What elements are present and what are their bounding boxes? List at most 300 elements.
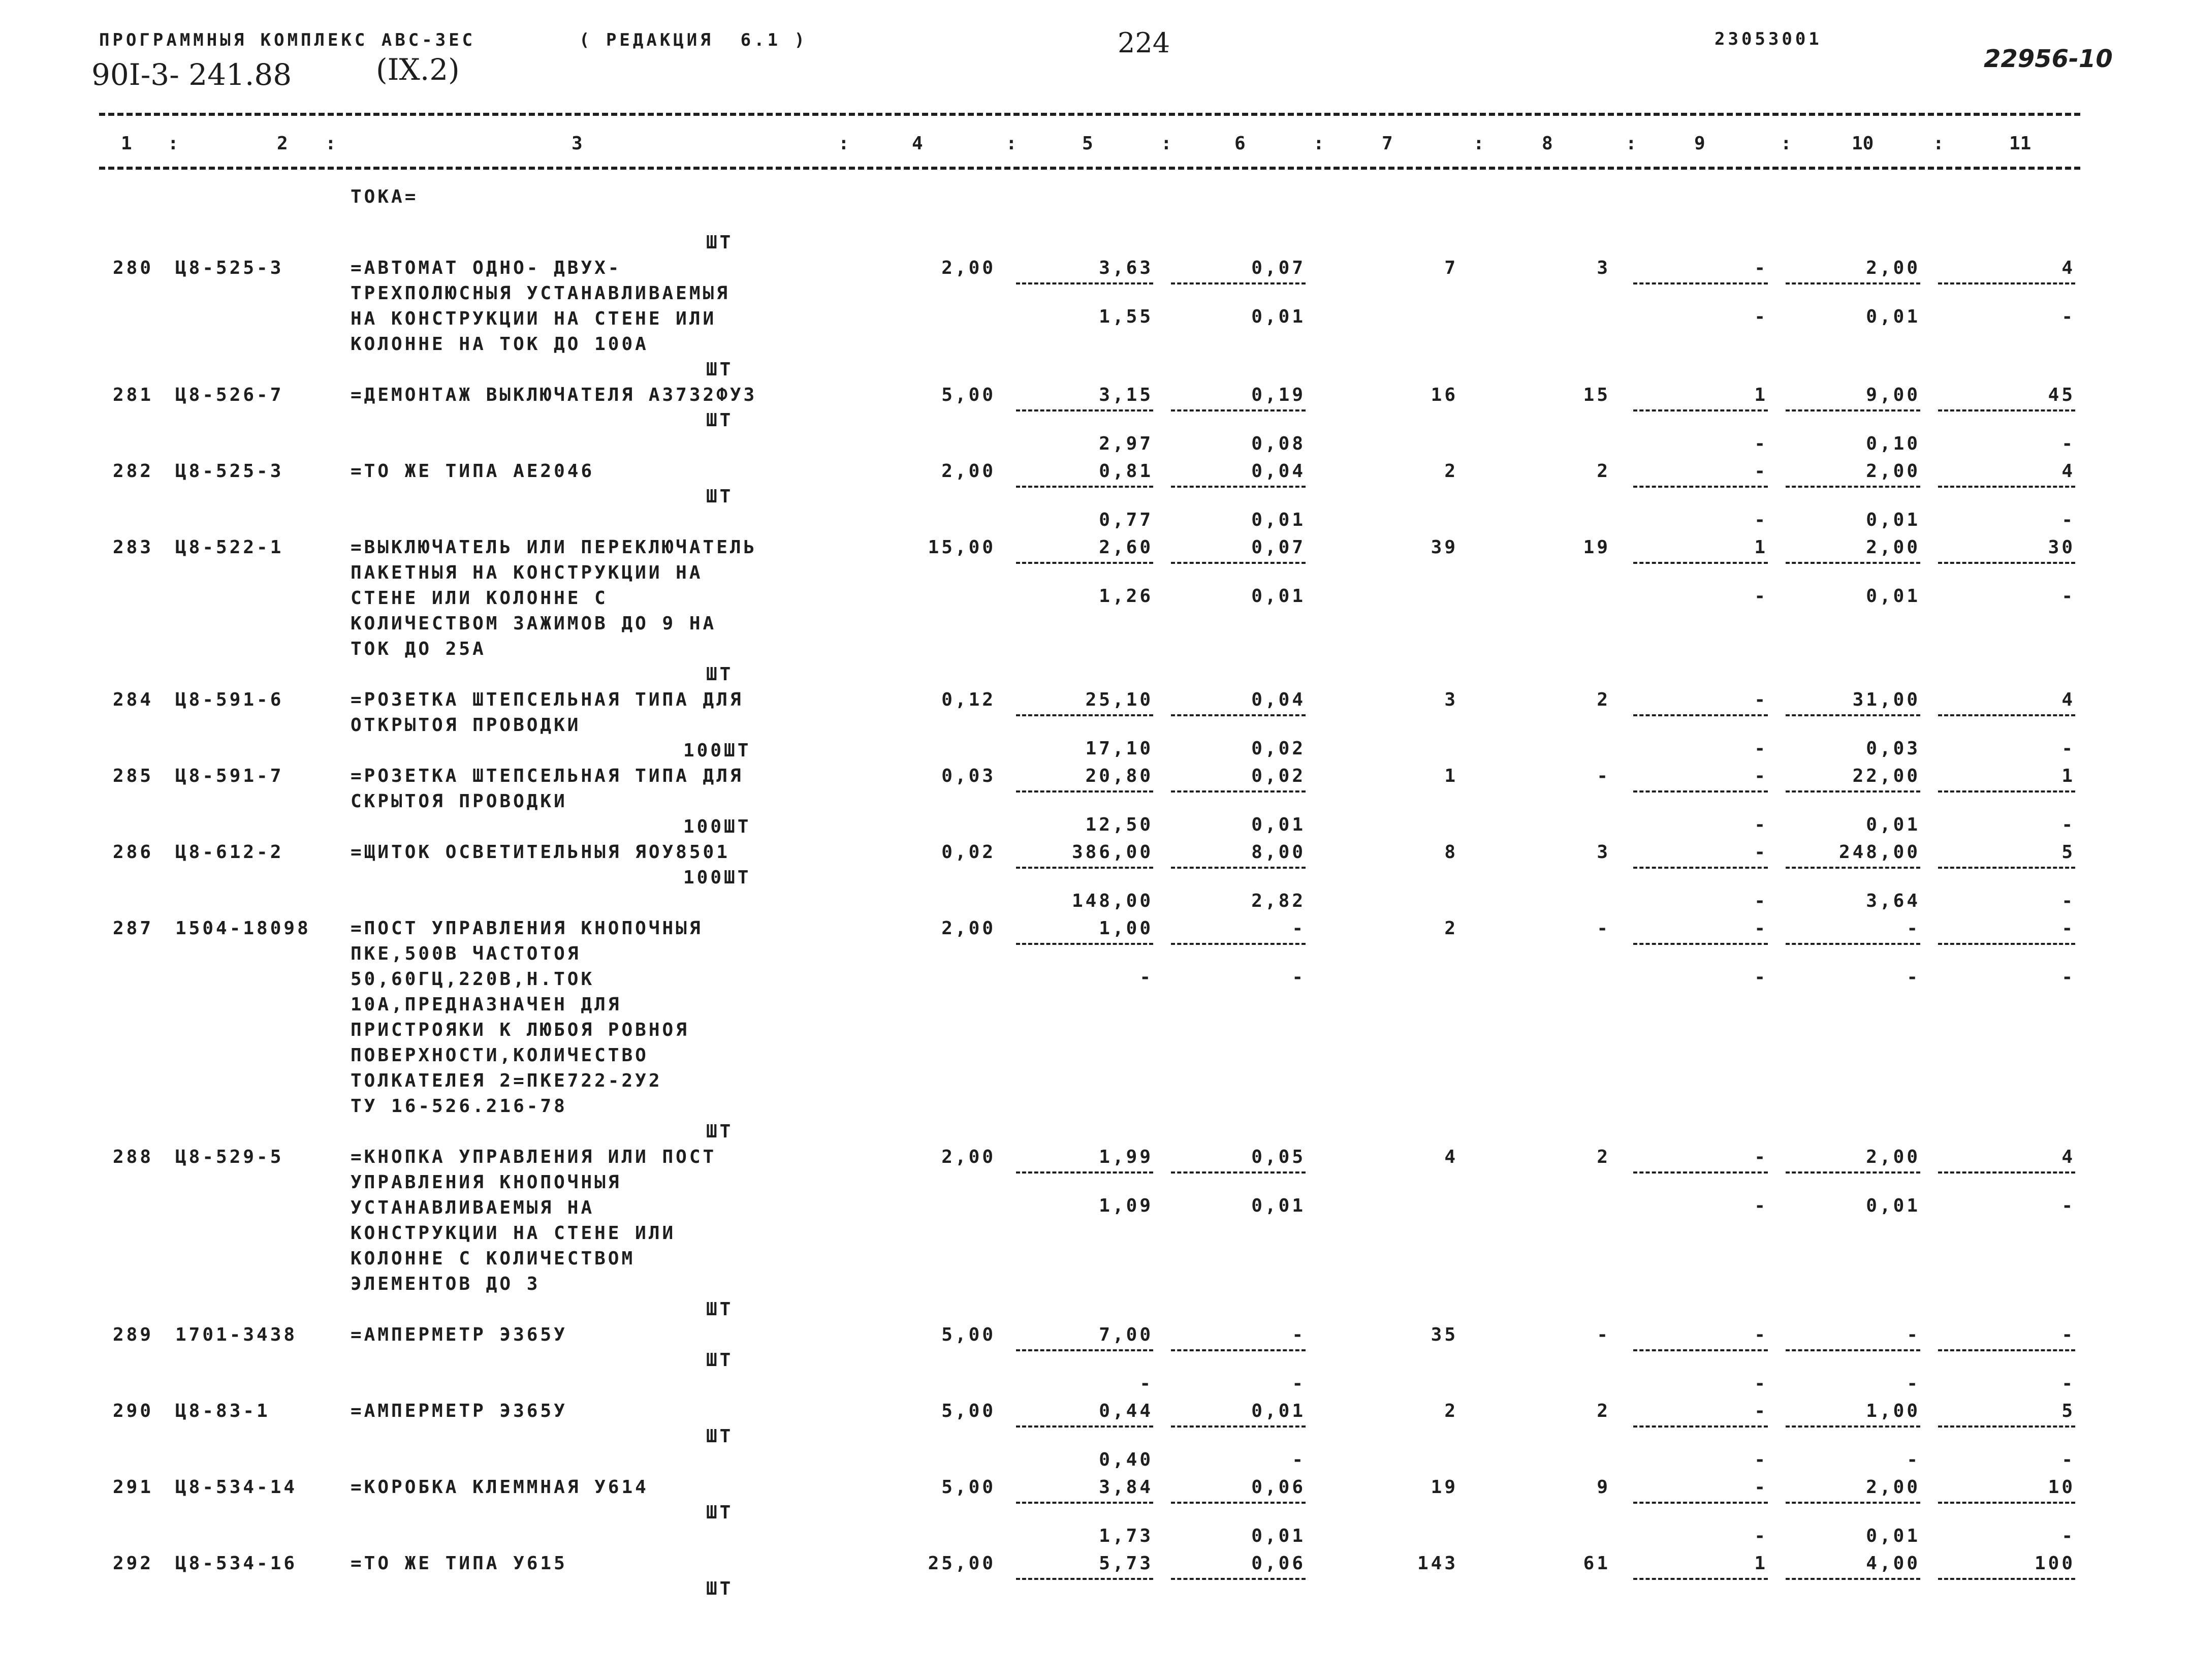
value-c7: 35 [1431,1324,1458,1345]
value-c7: 8 [1444,842,1458,863]
column-separator: : [1313,133,1324,154]
value-c10: 9,00 [1866,385,1920,405]
unit-label: ШТ [706,1426,734,1447]
cell-divider [1633,867,1768,869]
sub-value-c11: - [2061,510,2075,530]
column-header-9: 9 [1694,133,1705,154]
sub-value-c11: - [2061,306,2075,327]
value-c4: 2,00 [941,918,996,939]
sub-value-c10: 0,01 [1866,306,1920,327]
value-c7: 2 [1444,918,1458,939]
sub-value-c6: 0,01 [1251,586,1306,607]
value-c9: 1 [1754,1553,1768,1574]
cell-divider [1633,409,1768,411]
work-description: ПОВЕРХНОСТИ,КОЛИЧЕСТВО [351,1045,649,1066]
edition-label: ( РЕДАКЦИЯ 6.1 ) [579,30,808,50]
work-description: =ПОСТ УПРАВЛЕНИЯ КНОПОЧНЫЯ [351,918,703,939]
value-c4: 2,00 [941,258,996,278]
unit-label: ШТ [706,486,734,507]
unit-label: ШТ [706,359,734,380]
sub-value-c11: - [2061,1373,2075,1394]
value-c4: 5,00 [941,385,996,405]
value-c6: 0,19 [1251,385,1306,405]
rate-code: Ц8-612-2 [175,842,284,863]
work-description: ПКЕ,500В ЧАСТОТОЯ [351,943,581,964]
unit-label: 100ШТ [683,867,751,888]
work-description: ТОЛКАТЕЛЕЯ 2=ПКЕ722-2У2 [351,1070,662,1091]
rate-code: Ц8-529-5 [175,1147,284,1167]
value-c9: - [1754,689,1768,710]
sub-value-c11: - [2061,433,2075,454]
sub-value-c6: 0,01 [1251,510,1306,530]
value-c6: 0,01 [1251,1401,1306,1421]
value-c10: 2,00 [1866,258,1920,278]
value-c11: 4 [2061,1147,2075,1167]
value-c8: 3 [1597,258,1610,278]
sub-value-c5: 1,09 [1099,1195,1153,1216]
value-c5: 20,80 [1085,766,1153,786]
sub-value-c9: - [1754,306,1768,327]
sub-value-c9: - [1754,967,1768,988]
value-c5: 0,44 [1099,1401,1153,1421]
position-number: 283 [113,537,154,558]
column-header-5: 5 [1082,133,1093,154]
cell-divider [1938,1425,2075,1428]
work-description: =ВЫКЛЮЧАТЕЛЬ ИЛИ ПЕРЕКЛЮЧАТЕЛЬ [351,537,757,558]
column-header-8: 8 [1542,133,1553,154]
work-description: =РОЗЕТКА ШТЕПСЕЛЬНАЯ ТИПА ДЛЯ [351,689,744,710]
value-c5: 3,84 [1099,1477,1153,1498]
work-description: ОТКРЫТОЯ ПРОВОДКИ [351,715,581,736]
value-c11: 5 [2061,1401,2075,1421]
cell-divider [1016,790,1153,793]
work-description: =ДЕМОНТАЖ ВЫКЛЮЧАТЕЛЯ А3732ФУ3 [351,385,757,405]
work-description: =КНОПКА УПРАВЛЕНИЯ ИЛИ ПОСТ [351,1147,717,1167]
sub-value-c6: 0,01 [1251,814,1306,835]
work-description: СКРЫТОЯ ПРОВОДКИ [351,791,567,812]
rate-code: 1504-18098 [175,918,311,939]
value-c9: - [1754,1477,1768,1498]
value-c6: 0,07 [1251,258,1306,278]
sub-value-c5: 2,97 [1099,433,1153,454]
value-c9: - [1754,842,1768,863]
sub-value-c10: 0,10 [1866,433,1920,454]
sub-value-c11: - [2061,738,2075,759]
value-c9: - [1754,258,1768,278]
unit-label: ШТ [706,1350,734,1371]
value-c7: 2 [1444,461,1458,482]
sub-value-c5: 1,55 [1099,306,1153,327]
value-c10: 22,00 [1852,766,1920,786]
cell-divider [1016,486,1153,488]
work-description: КОЛОННЕ НА ТОК ДО 100А [351,334,649,355]
value-c4: 5,00 [941,1324,996,1345]
sub-value-c9: - [1754,586,1768,607]
work-description: КОНСТРУКЦИИ НА СТЕНЕ ИЛИ [351,1223,676,1244]
cell-divider [1786,1425,1920,1428]
value-c11: 45 [2048,385,2075,405]
cell-divider [1786,1349,1920,1351]
cell-divider [1016,1171,1153,1174]
value-c4: 5,00 [941,1401,996,1421]
value-c7: 143 [1417,1553,1458,1574]
value-c11: 4 [2061,461,2075,482]
position-number: 280 [113,258,154,278]
work-description: =РОЗЕТКА ШТЕПСЕЛЬНАЯ ТИПА ДЛЯ [351,766,744,786]
sub-value-c9: - [1754,1449,1768,1470]
column-separator: : [168,133,179,154]
cell-divider [1786,562,1920,564]
unit-label: 100ШТ [683,740,751,761]
cell-divider [1633,790,1768,793]
work-description: =ТО ЖЕ ТИПА У615 [351,1553,567,1574]
cell-divider [1171,562,1306,564]
cell-divider [1633,1502,1768,1504]
position-number: 289 [113,1324,154,1345]
sub-value-c10: - [1907,1373,1920,1394]
column-separator: : [1933,133,1944,154]
cell-divider [1016,1578,1153,1580]
rate-code: Ц8-591-7 [175,766,284,786]
value-c10: - [1907,918,1920,939]
sub-value-c5: 0,77 [1099,510,1153,530]
unit-label: ШТ [706,1578,734,1599]
rate-code: 1701-3438 [175,1324,298,1345]
work-description: =КОРОБКА КЛЕММНАЯ У614 [351,1477,649,1498]
cell-divider [1938,1171,2075,1174]
work-description: =АВТОМАТ ОДНО- ДВУХ- [351,258,622,278]
work-description: УПРАВЛЕНИЯ КНОПОЧНЫЯ [351,1172,622,1193]
value-c9: - [1754,1147,1768,1167]
value-c5: 0,81 [1099,461,1153,482]
value-c10: 4,00 [1866,1553,1920,1574]
value-c5: 2,60 [1099,537,1153,558]
position-number: 291 [113,1477,154,1498]
cell-divider [1016,409,1153,411]
sub-value-c6: - [1292,967,1306,988]
value-c10: 2,00 [1866,1147,1920,1167]
cell-divider [1016,562,1153,564]
sub-value-c6: 0,01 [1251,1195,1306,1216]
cell-divider [1938,714,2075,716]
value-c5: 1,00 [1099,918,1153,939]
sub-value-c10: 0,01 [1866,1526,1920,1546]
value-c9: 1 [1754,385,1768,405]
program-title: ПРОГРАММНЫЯ КОМПЛЕКС АВС-ЗЕС [99,30,476,50]
value-c6: - [1292,1324,1306,1345]
value-c4: 5,00 [941,1477,996,1498]
rate-code: Ц8-526-7 [175,385,284,405]
rate-code: Ц8-525-3 [175,258,284,278]
value-c11: - [2061,1324,2075,1345]
value-c6: 0,05 [1251,1147,1306,1167]
sub-value-c9: - [1754,433,1768,454]
sub-value-c9: - [1754,891,1768,911]
position-number: 286 [113,842,154,863]
sub-value-c5: 148,00 [1071,891,1153,911]
cell-divider [1171,1349,1306,1351]
value-c4: 0,03 [941,766,996,786]
work-description: =ТО ЖЕ ТИПА АЕ2046 [351,461,595,482]
cell-divider [1786,486,1920,488]
cell-divider [1633,1425,1768,1428]
column-header-11: 11 [2009,133,2032,154]
value-c11: 4 [2061,689,2075,710]
sub-value-c5: 17,10 [1085,738,1153,759]
sub-value-c11: - [2061,1195,2075,1216]
unit-label: 100ШТ [683,816,751,837]
value-c8: - [1597,1324,1610,1345]
column-separator: : [1006,133,1017,154]
value-c7: 2 [1444,1401,1458,1421]
cell-divider [1786,409,1920,411]
value-c8: 19 [1583,537,1610,558]
value-c9: 1 [1754,537,1768,558]
value-c10: 2,00 [1866,1477,1920,1498]
cell-divider [1016,282,1153,284]
value-c11: 100 [2034,1553,2075,1574]
cell-divider [1786,790,1920,793]
column-header-4: 4 [912,133,923,154]
unit-label: ШТ [706,664,734,685]
value-c8: 2 [1597,1147,1610,1167]
value-c7: 16 [1431,385,1458,405]
value-c4: 25,00 [928,1553,996,1574]
rate-code: Ц8-522-1 [175,537,284,558]
unit-label: ШТ [706,410,734,431]
sub-value-c9: - [1754,1526,1768,1546]
cell-divider [1786,1578,1920,1580]
work-description: =АМПЕРМЕТР Э365У [351,1324,567,1345]
cell-divider [1171,1578,1306,1580]
value-c7: 39 [1431,537,1458,558]
cell-divider [1633,486,1768,488]
column-header-1: 1 [121,133,132,154]
cell-divider [1171,790,1306,793]
cell-divider [1938,790,2075,793]
sub-value-c10: 0,01 [1866,510,1920,530]
cell-divider [1633,1171,1768,1174]
value-c5: 3,63 [1099,258,1153,278]
column-header-10: 10 [1852,133,1874,154]
sub-value-c5: - [1139,1373,1153,1394]
value-c8: - [1597,766,1610,786]
work-description: КОЛИЧЕСТВОМ ЗАЖИМОВ ДО 9 НА [351,613,717,634]
sub-value-c10: 0,01 [1866,1195,1920,1216]
value-c10: 2,00 [1866,461,1920,482]
work-description: СТЕНЕ ИЛИ КОЛОННЕ С [351,588,608,609]
sub-value-c9: - [1754,1373,1768,1394]
cell-divider [1938,282,2075,284]
position-number: 290 [113,1401,154,1421]
work-description: 50,60ГЦ,220В,Н.ТОК [351,969,595,990]
work-description: ТОК ДО 25А [351,639,486,659]
work-description: УСТАНАВЛИВАЕМЫЯ НА [351,1197,595,1218]
cell-divider [1171,867,1306,869]
sub-value-c5: 1,26 [1099,586,1153,607]
column-separator: : [1473,133,1484,154]
value-c6: 0,04 [1251,461,1306,482]
cell-divider [1171,1425,1306,1428]
value-c10: - [1907,1324,1920,1345]
cell-divider [1171,1502,1306,1504]
cell-divider [1016,1425,1153,1428]
value-c7: 4 [1444,1147,1458,1167]
column-header-3: 3 [572,133,583,154]
cell-divider [1938,1349,2075,1351]
sub-value-c10: 0,01 [1866,586,1920,607]
cell-divider [1786,1502,1920,1504]
value-c11: - [2061,918,2075,939]
sub-value-c10: - [1907,967,1920,988]
value-c7: 1 [1444,766,1458,786]
value-c10: 1,00 [1866,1401,1920,1421]
sub-value-c6: 0,01 [1251,1526,1306,1546]
value-c10: 31,00 [1852,689,1920,710]
sub-value-c6: 0,01 [1251,306,1306,327]
cell-divider [1938,1502,2075,1504]
cell-divider [1786,1171,1920,1174]
sub-value-c5: 1,73 [1099,1526,1153,1546]
value-c7: 7 [1444,258,1458,278]
value-c4: 15,00 [928,537,996,558]
sub-value-c6: 2,82 [1251,891,1306,911]
value-c6: 8,00 [1251,842,1306,863]
sub-value-c5: 12,50 [1085,814,1153,835]
cell-divider [1016,1502,1153,1504]
sub-value-c6: - [1292,1373,1306,1394]
table-top-rule [99,113,2080,116]
value-c11: 5 [2061,842,2075,863]
value-c8: 3 [1597,842,1610,863]
sub-value-c10: - [1907,1449,1920,1470]
value-c6: 0,06 [1251,1477,1306,1498]
value-c7: 3 [1444,689,1458,710]
value-c4: 0,12 [941,689,996,710]
cell-divider [1938,562,2075,564]
value-c8: - [1597,918,1610,939]
cell-divider [1016,1349,1153,1351]
cell-divider [1171,409,1306,411]
value-c4: 2,00 [941,1147,996,1167]
position-number: 287 [113,918,154,939]
work-description: ПАКЕТНЫЯ НА КОНСТРУКЦИИ НА [351,562,703,583]
continuation-text: ТОКА= [351,186,419,207]
page-number: 224 [1118,27,1170,59]
cell-divider [1786,282,1920,284]
sub-value-c9: - [1754,510,1768,530]
cell-divider [1633,1578,1768,1580]
cell-divider [1171,714,1306,716]
unit-label: ШТ [706,1502,734,1523]
value-c8: 2 [1597,461,1610,482]
cell-divider [1016,867,1153,869]
cell-divider [1171,943,1306,945]
column-separator: : [1161,133,1172,154]
work-description: ТРЕХПОЛЮСНЫЯ УСТАНАВЛИВАЕМЫЯ [351,283,730,304]
value-c5: 5,73 [1099,1553,1153,1574]
sub-value-c10: 0,01 [1866,814,1920,835]
sub-value-c11: - [2061,967,2075,988]
column-header-6: 6 [1234,133,1246,154]
work-description: ТУ 16-526.216-78 [351,1096,567,1117]
cell-divider [1938,867,2075,869]
position-number: 281 [113,385,154,405]
unit-label: ШТ [706,232,734,253]
sub-value-c10: 3,64 [1866,891,1920,911]
value-c5: 7,00 [1099,1324,1153,1345]
value-c5: 386,00 [1071,842,1153,863]
cell-divider [1938,943,2075,945]
cell-divider [1633,1349,1768,1351]
document-number: 22956-10 [1984,45,2113,73]
value-c8: 2 [1597,689,1610,710]
cell-divider [1938,486,2075,488]
position-number: 285 [113,766,154,786]
value-c11: 1 [2061,766,2075,786]
value-c6: 0,04 [1251,689,1306,710]
value-c11: 10 [2048,1477,2075,1498]
column-separator: : [1626,133,1637,154]
value-c9: - [1754,1401,1768,1421]
cell-divider [1633,562,1768,564]
sub-value-c9: - [1754,814,1768,835]
value-c4: 0,02 [941,842,996,863]
cell-divider [1633,714,1768,716]
work-description: =АМПЕРМЕТР Э365У [351,1401,567,1421]
sub-value-c6: - [1292,1449,1306,1470]
rate-code: Ц8-525-3 [175,461,284,482]
cell-divider [1016,943,1153,945]
value-c11: 30 [2048,537,2075,558]
rate-code: Ц8-591-6 [175,689,284,710]
value-c6: - [1292,918,1306,939]
value-c8: 15 [1583,385,1610,405]
cell-divider [1171,1171,1306,1174]
cell-divider [1786,943,1920,945]
work-description: ЭЛЕМЕНТОВ ДО 3 [351,1274,541,1294]
value-c6: 0,06 [1251,1553,1306,1574]
position-number: 292 [113,1553,154,1574]
value-c5: 3,15 [1099,385,1153,405]
section-label: (IX.2) [376,52,460,87]
work-description: КОЛОННЕ С КОЛИЧЕСТВОМ [351,1248,636,1269]
work-description: НА КОНСТРУКЦИИ НА СТЕНЕ ИЛИ [351,308,717,329]
document-code: 23053001 [1715,29,1822,49]
value-c5: 25,10 [1085,689,1153,710]
unit-label: ШТ [706,1299,734,1320]
value-c11: 4 [2061,258,2075,278]
column-separator: : [838,133,849,154]
cell-divider [1633,943,1768,945]
value-c10: 2,00 [1866,537,1920,558]
sub-value-c6: 0,02 [1251,738,1306,759]
cell-divider [1938,1578,2075,1580]
column-separator: : [1781,133,1792,154]
project-number: 90I-3- 241.88 [91,57,292,92]
unit-label: ШТ [706,1121,734,1142]
sub-value-c11: - [2061,891,2075,911]
sub-value-c5: 0,40 [1099,1449,1153,1470]
value-c5: 1,99 [1099,1147,1153,1167]
value-c6: 0,07 [1251,537,1306,558]
value-c9: - [1754,918,1768,939]
rate-code: Ц8-534-14 [175,1477,298,1498]
cell-divider [1786,714,1920,716]
sub-value-c6: 0,08 [1251,433,1306,454]
sub-value-c5: - [1139,967,1153,988]
column-header-7: 7 [1382,133,1393,154]
